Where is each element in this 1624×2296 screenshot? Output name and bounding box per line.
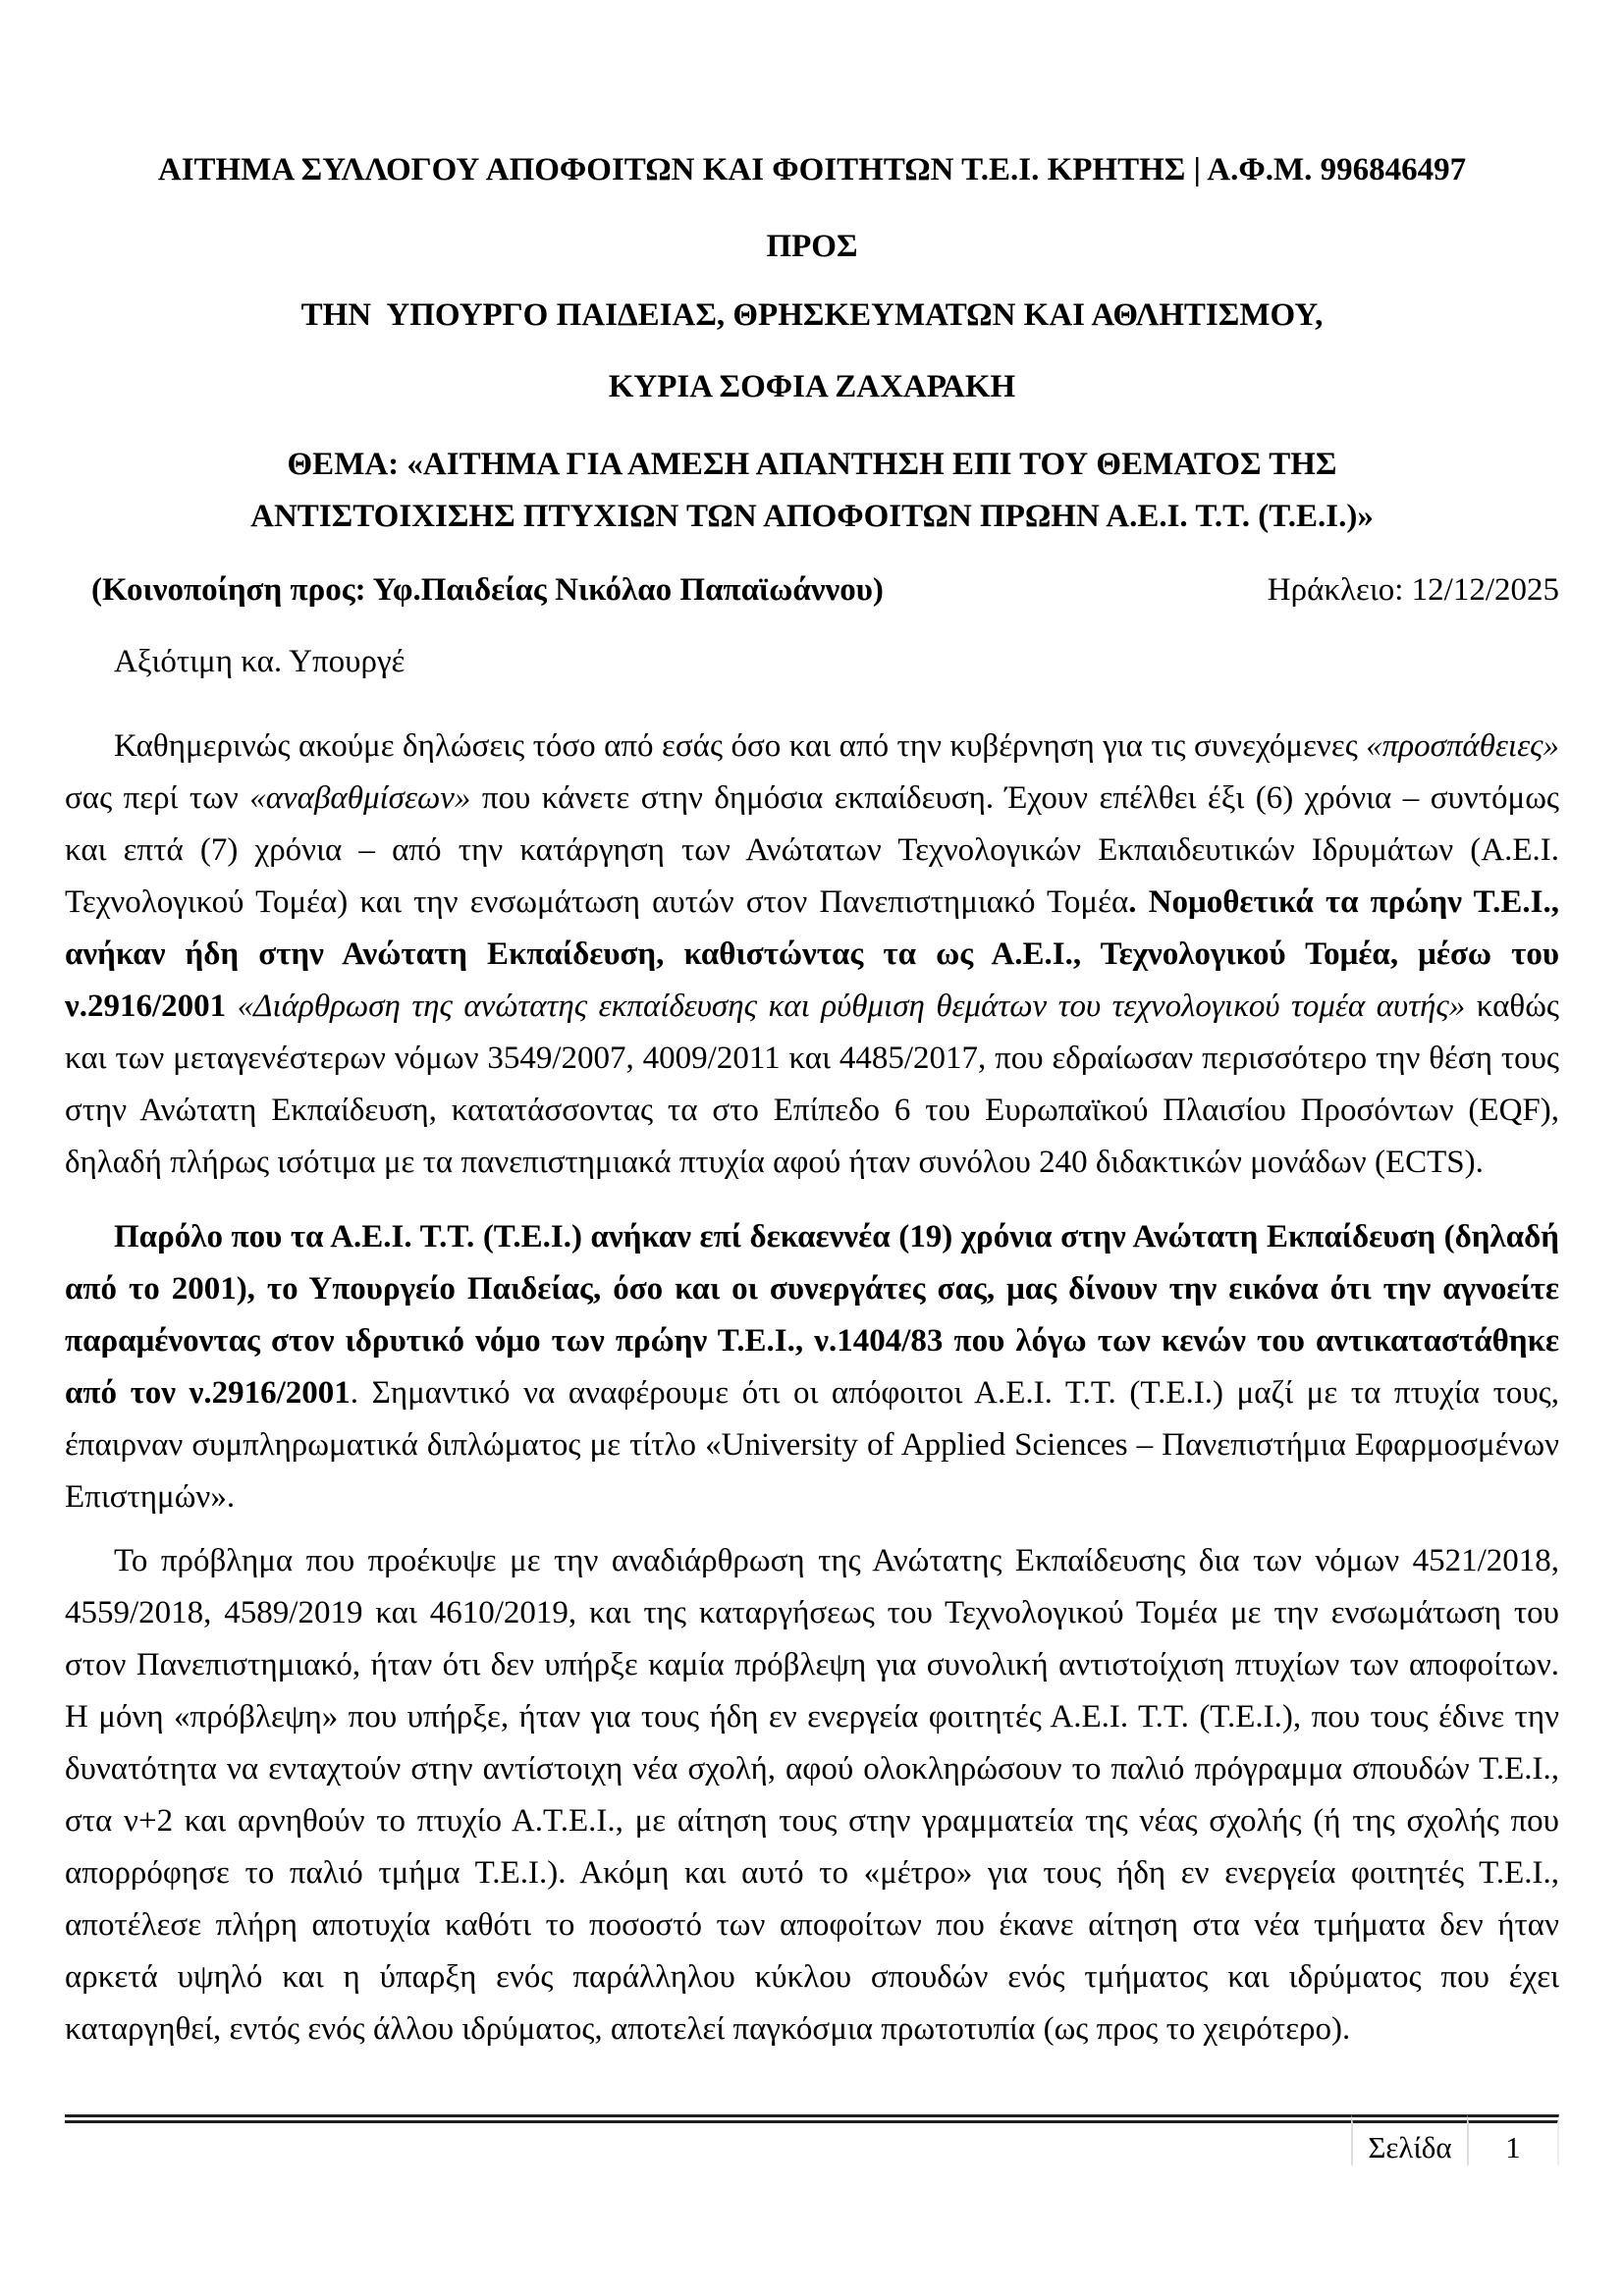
text-run: καθώς και των μεταγενέστερων νόμων 3549/2007, 4009/2011 και 4485/2017, που εδραίωσαν περισσότερο την θέση τους στην Ανώτατη Εκπαίδευση, κατατάσσοντας τα στο Επίπεδο 6 του Ευρωπαϊκού Πλαισίου Προσόντων (EQF), δηλαδή πλήρως ισότιμα με τα πανεπιστημιακά πτυχία αφού ήταν συνόλου 240 διδακτικών μονάδων (ECTS). [65, 988, 1559, 1180]
text-run: που κάνετε στην δημόσια εκπαίδευση. Έχουν επέλθει έξι (6) χρόνια – συντόμως και επτά (7) χρόνια – από την κατάργηση των Ανώτατων Τεχνολογικών Εκπαιδευτικών Ιδρυμάτων (Α.Ε.Ι. Τεχνολογικού Τομέα) και την ενσωμάτωση αυτών στον Πανεπιστημιακό Τομέα [65, 780, 1559, 920]
footer-page-label-cell [1351, 2114, 1467, 2165]
text-run: . Σημαντικό να αναφέρουμε ότι οι απόφοιτοι Α.Ε.Ι. Τ.Τ. (Τ.Ε.Ι.) μαζί με τα πτυχία τους, έπαιρναν συμπληρωματικά διπλώματος με τίτλο «University of Applied Sciences – Πανεπιστήμια Εφαρμοσμένων Επιστημών». [65, 1375, 1559, 1515]
subject-heading: ΘΕΜΑ: «ΑΙΤΗΜΑ ΓΙΑ ΑΜΕΣΗ ΑΠΑΝΤΗΣΗ ΕΠΙ ΤΟΥ ΘΕΜΑΤΟΣ ΤΗΣ ΑΝΤΙΣΤΟΙΧΙΣΗΣ ΠΤΥΧΙΩΝ ΤΩΝ ΑΠΟΦΟΙΤΩΝ ΠΡΩΗΝ Α.Ε.Ι. Τ.Τ. (Τ.Ε.Ι.)» [250, 447, 1374, 534]
page-number: 1 [1505, 2130, 1521, 2164]
document-title: ΑΙΤΗΜΑ ΣΥΛΛΟΓΟΥ ΑΠΟΦΟΙΤΩΝ ΚΑΙ ΦΟΙΤΗΤΩΝ Τ.Ε.Ι. ΚΡΗΤΗΣ | Α.Φ.Μ. 996846497 [157, 152, 1467, 187]
footer-rule [65, 2114, 1351, 2165]
page-label: Σελίδα [1368, 2130, 1452, 2164]
salutation: Αξιότιμη κα. Υπουργέ [114, 644, 406, 679]
body-paragraph-1 [65, 721, 1559, 1189]
to-label: ΠΡΟΣ [766, 229, 858, 264]
body-paragraph-2 [65, 1211, 1559, 1523]
text-run: σας περί των [65, 780, 250, 816]
text-run: . Νομοθετικά τα πρώην Τ.Ε.Ι., ανήκαν ήδη στην Ανώτατη Εκπαίδευση, καθιστώντας τα ως Α.Ε.Ι., Τεχνολογικού Τομέα, μέσω του ν.2916/2001 [65, 884, 1559, 1024]
recipient-name-line: ΚΥΡΙΑ ΣΟΦΙΑ ΖΑΧΑΡΑΚΗ [608, 369, 1016, 404]
text-run: Το πρόβλημα που προέκυψε με την αναδιάρθρωση της Ανώτατης Εκπαίδευσης δια των νόμων 4521/2018, 4559/2018, 4589/2019 και 4610/2019, και της καταργήσεως του Τεχνολογικού Τομέα με την ενσωμάτωση του στον Πανεπιστημιακό, ήταν ότι δεν υπήρξε καμία πρόβλεψη για συνολική αντιστοίχιση πτυχίων των αποφοίτων. Η μόνη «πρόβλεψη» που υπήρξε, ήταν για τους ήδη εν ενεργεία φοιτητές Α.Ε.Ι. Τ.Τ. (Τ.Ε.Ι.), που τους έδινε την δυνατότητα να ενταχτούν στην αντίστοιχη νέα σχολή, αφού ολοκληρώσουν το παλιό πρόγραμμα σπουδών Τ.Ε.Ι., στα ν+2 και αρνηθούν το πτυχίο Α.Τ.Ε.Ι., με αίτηση τους στην γραμματεία της νέας σχολής (ή της σχολής που απορρόφησε το παλιό τμήμα Τ.Ε.Ι.). Ακόμη και αυτό το «μέτρο» για τους ήδη εν ενεργεία φοιτητές Τ.Ε.Ι., αποτέλεσε πλήρη αποτυχία καθότι το ποσοστό των αποφοίτων που έκανε αίτηση στα νέα τμήματα δεν ήταν αρκετά υψηλό και η ύπαρξη ενός παράλληλου κύκλου σπουδών ενός τμήματος και ιδρύματος που έχει καταργηθεί, εντός ενός άλλου ιδρύματος, αποτελεί παγκόσμια πρωτοτυπία (ως προς το χειρότερο). [65, 1543, 1559, 2047]
footer-page-number-cell [1467, 2114, 1559, 2165]
text-run: Παρόλο που τα Α.Ε.Ι. Τ.Τ. (Τ.Ε.Ι.) ανήκαν επί δεκαεννέα (19) χρόνια στην Ανώτατη Εκπαίδευση (δηλαδή από το 2001), το Υπουργείο Παιδείας, όσο και οι συνεργάτες σας, μας δίνουν την εικόνα ότι την αγνοείτε παραμένοντας στον ιδρυτικό νόμο των πρώην Τ.Ε.Ι., ν.1404/83 που λόγω των κενών του αντικαταστάθηκε από τον ν.2916/2001 [65, 1219, 1559, 1411]
page-footer [65, 2114, 1559, 2165]
text-run: «Διάρθρωση της ανώτατης εκπαίδευσης και ρύθμιση θεμάτων του τεχνολογικού τομέα αυτής» [237, 988, 1466, 1024]
text-run: Καθημερινώς ακούμε δηλώσεις τόσο από εσάς όσο και από την κυβέρνηση για τις συνεχόμενες [114, 728, 1367, 764]
recipient-ministry-line: ΤΗΝ ΥΠΟΥΡΓΟ ΠΑΙΔΕΙΑΣ, ΘΡΗΣΚΕΥΜΑΤΩΝ ΚΑΙ ΑΘΛΗΤΙΣΜΟΥ, [300, 297, 1324, 333]
document-content [65, 0, 1559, 2056]
text-run: «προσπάθειες» [1366, 728, 1559, 764]
text-run: «αναβαθμίσεων» [249, 780, 471, 816]
place-date: Ηράκλειο: 12/12/2025 [1267, 572, 1559, 608]
cc-note: (Κοινοποίηση προς: Υφ.Παιδείας Νικόλαο Παπαϊωάννου) [91, 572, 884, 608]
body-paragraph-3 [65, 1535, 1559, 2056]
cc-date-row [65, 564, 1559, 616]
